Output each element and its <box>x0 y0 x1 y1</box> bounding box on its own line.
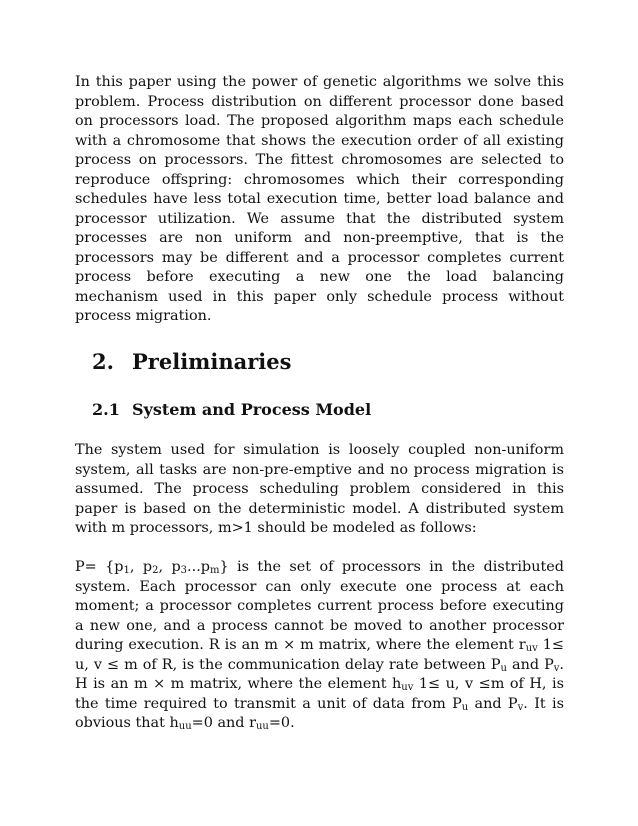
model-text: , p <box>129 559 153 575</box>
model-text: and P <box>468 695 518 712</box>
model-subscript: 1 <box>123 565 130 576</box>
intro-paragraph: In this paper using the power of genetic algorithms we solve this problem. Process distribution on different processor done based on processors load. The proposed algorithm maps each schedule with a chromosome that shows the execution order of all existing process on processors. The fittest chromosomes are selected to reproduce offspring: chromosomes which their corresponding schedules have less total execution time, better load balance and processor utilization. We assume that the distributed system processes are non uniform and non-preemptive, that is the processors may be different and a processor completes current process before executing a new one the load balancing mechanism used in this paper only schedule process without process migration. <box>75 74 564 324</box>
section-title: Preliminaries <box>132 349 292 374</box>
model-text: ...p <box>187 559 210 575</box>
subsection-heading <box>92 399 371 421</box>
model-subscript: uv <box>525 643 538 654</box>
subsection-title: System and Process Model <box>132 400 372 419</box>
model-subscript: 3 <box>180 565 188 576</box>
section-number: 2. <box>92 349 114 374</box>
section-heading <box>92 347 291 377</box>
subsection-number: 2.1 <box>92 400 120 419</box>
model-subscript: v <box>553 662 560 674</box>
model-subscript: v <box>517 701 524 713</box>
model-subscript: u <box>500 662 507 674</box>
model-subscript: 2 <box>152 565 159 576</box>
model-text: 1≤ u, v ≤m of H, is the time required to transmit a unit of data from P <box>75 676 564 712</box>
model-subscript: u <box>461 701 469 713</box>
model-text: , p <box>158 559 181 575</box>
system-paragraph: The system used for simulation is loosely coupled non-uniform system, all tasks are non-pre-emptive and no process migration is assumed. The process scheduling problem considered in this paper is based on the deterministic model. A distributed system with m processors, m>1 should be modeled as follows: <box>75 442 564 536</box>
model-text: } is the set of processors in the distributed system. Each processor can only execute one process at each moment; a processor completes current process before executing a new one, and a process cannot be moved to another processor during execution. R is an m × m matrix, where the element r <box>75 559 564 653</box>
model-text: 1≤ u, v ≤ m of R, is the communication delay rate between P <box>75 637 564 673</box>
model-text: . It is obvious that h <box>75 695 564 731</box>
model-subscript: uu <box>255 721 269 732</box>
model-text: and P <box>506 656 554 673</box>
model-text: P= {p <box>75 559 124 575</box>
model-text: =0 and r <box>191 715 256 731</box>
model-subscript: m <box>209 565 220 576</box>
model-text: . H is an m × m matrix, where the element h <box>75 656 564 692</box>
model-subscript: uv <box>401 682 414 693</box>
model-paragraph <box>75 558 564 734</box>
model-text: =0. <box>268 715 295 731</box>
model-subscript: uu <box>178 721 192 732</box>
